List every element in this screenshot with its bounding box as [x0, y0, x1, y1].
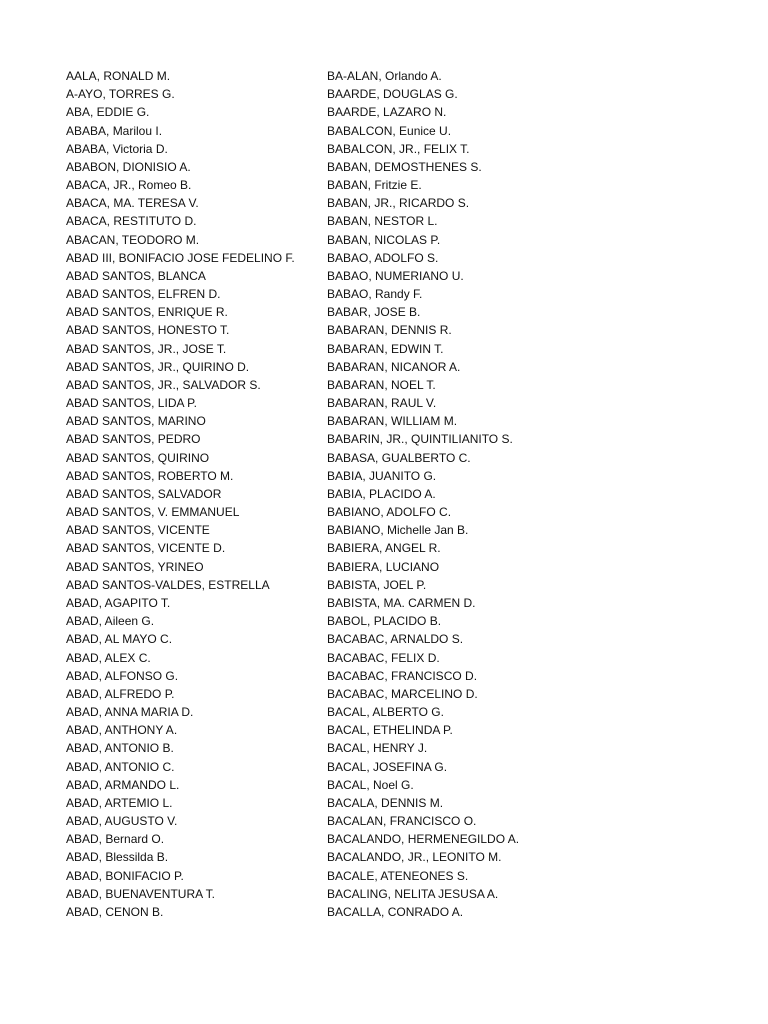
name-entry: BABARAN, NOEL T.: [327, 377, 436, 392]
name-entry: ABAD, AL MAYO C.: [66, 632, 173, 647]
name-entry: ABABA, Victoria D.: [66, 141, 168, 156]
name-entry: ABAD, ANNA MARIA D.: [66, 705, 194, 720]
name-entry: ABAD, BUENAVENTURA T.: [66, 886, 215, 901]
name-entry: ABAD SANTOS, JR., JOSE T.: [66, 341, 227, 356]
name-entry: ABAD SANTOS, JR., QUIRINO D.: [66, 359, 250, 374]
name-entry: BACAL, HENRY J.: [327, 741, 428, 756]
name-entry: BACALE, ATENEONES S.: [327, 868, 469, 883]
name-list-right-column: [327, 67, 587, 921]
name-entry: BACALLA, CONRADO A.: [327, 904, 464, 919]
name-entry: BACALING, NELITA JESUSA A.: [327, 886, 499, 901]
name-list-left-column: [66, 67, 316, 921]
name-entry: ABAD SANTOS, JR., SALVADOR S.: [66, 377, 261, 392]
name-entry: BACABAC, FRANCISCO D.: [327, 668, 478, 683]
name-entry: BAARDE, DOUGLAS G.: [327, 87, 458, 102]
name-entry: ABAD SANTOS, ENRIQUE R.: [66, 305, 228, 320]
name-entry: ABAD, Aileen G.: [66, 614, 155, 629]
name-entry: ABACA, RESTITUTO D.: [66, 214, 197, 229]
name-entry: BABAR, JOSE B.: [327, 305, 421, 320]
name-entry: BABARAN, NICANOR A.: [327, 359, 461, 374]
name-entry: BABAN, DEMOSTHENES S.: [327, 159, 482, 174]
name-entry: BABISTA, MA. CARMEN D.: [327, 595, 476, 610]
name-entry: BACALANDO, JR., LEONITO M.: [327, 850, 502, 865]
name-entry: ABAD, ARTEMIO L.: [66, 795, 173, 810]
name-entry: BABIERA, ANGEL R.: [327, 541, 441, 556]
name-entry: ABAD, AGAPITO T.: [66, 595, 171, 610]
name-entry: ABAD SANTOS, MARINO: [66, 414, 206, 429]
name-entry: ABAD SANTOS, V. EMMANUEL: [66, 505, 240, 520]
name-entry: BABIA, JUANITO G.: [327, 468, 437, 483]
name-entry: BABAO, ADOLFO S.: [327, 250, 439, 265]
name-entry: ABAD, ARMANDO L.: [66, 777, 180, 792]
name-entry: ABA, EDDIE G.: [66, 105, 150, 120]
name-entry: ABAD, Bernard O.: [66, 832, 165, 847]
name-entry: ABAD, ALFONSO G.: [66, 668, 179, 683]
name-entry: BABIERA, LUCIANO: [327, 559, 440, 574]
name-entry: BA-ALAN, Orlando A.: [327, 69, 442, 83]
name-entry: ABAD SANTOS-VALDES, ESTRELLA: [66, 577, 270, 592]
name-entry: ABAD SANTOS, BLANCA: [66, 268, 206, 283]
name-entry: BABAO, NUMERIANO U.: [327, 268, 464, 283]
name-entry: BACALA, DENNIS M.: [327, 795, 444, 810]
name-entry: ABABON, DIONISIO A.: [66, 159, 191, 174]
name-entry: ABAD, ANTHONY A.: [66, 723, 178, 738]
name-entry: ABAD, ANTONIO C.: [66, 759, 175, 774]
name-entry: BABAN, JR., RICARDO S.: [327, 196, 470, 211]
name-entry: BACAL, Noel G.: [327, 777, 414, 792]
name-entry: BABARAN, EDWIN T.: [327, 341, 444, 356]
name-entry: BACABAC, MARCELINO D.: [327, 686, 478, 701]
name-entry: BACAL, ALBERTO G.: [327, 705, 444, 720]
name-entry: BACALAN, FRANCISCO O.: [327, 814, 477, 829]
name-entry: A-AYO, TORRES G.: [66, 87, 175, 102]
name-entry: BACABAC, ARNALDO S.: [327, 632, 464, 647]
name-entry: ABAD, ALFREDO P.: [66, 686, 175, 701]
name-entry: ABACA, MA. TERESA V.: [66, 196, 199, 211]
name-entry: ABAD SANTOS, YRINEO: [66, 559, 204, 574]
name-entry: ABABA, Marilou I.: [66, 123, 163, 138]
name-entry: BABISTA, JOEL P.: [327, 577, 427, 592]
name-entry: BABASA, GUALBERTO C.: [327, 450, 471, 465]
name-entry: BABARIN, JR., QUINTILIANITO S.: [327, 432, 513, 447]
name-entry: BABALCON, JR., FELIX T.: [327, 141, 470, 156]
name-entry: ABAD SANTOS, ELFREN D.: [66, 287, 221, 302]
name-entry: BABAN, Fritzie E.: [327, 178, 422, 193]
name-entry: ABAD SANTOS, HONESTO T.: [66, 323, 230, 338]
name-entry: ABAD SANTOS, VICENTE D.: [66, 541, 226, 556]
name-entry: BABIANO, Michelle Jan B.: [327, 523, 469, 538]
name-entry: ABAD, AUGUSTO V.: [66, 814, 178, 829]
name-entry: BABOL, PLACIDO B.: [327, 614, 442, 629]
name-entry: BACAL, ETHELINDA P.: [327, 723, 453, 738]
name-entry: ABACA, JR., Romeo B.: [66, 178, 192, 193]
name-entry: BAARDE, LAZARO N.: [327, 105, 447, 120]
name-entry: ABAD SANTOS, LIDA P.: [66, 396, 197, 411]
name-entry: ABAD, BONIFACIO P.: [66, 868, 184, 883]
name-entry: ABAD SANTOS, PEDRO: [66, 432, 201, 447]
name-entry: ABAD, Blessilda B.: [66, 850, 169, 865]
name-entry: BABAO, Randy F.: [327, 287, 423, 302]
name-entry: BACABAC, FELIX D.: [327, 650, 440, 665]
name-entry: ABAD III, BONIFACIO JOSE FEDELINO F.: [66, 250, 295, 265]
name-entry: BABAN, NESTOR L.: [327, 214, 438, 229]
name-entry: AALA, RONALD M.: [66, 69, 171, 83]
name-entry: BABAN, NICOLAS P.: [327, 232, 441, 247]
name-entry: ABAD, ANTONIO B.: [66, 741, 174, 756]
name-entry: ABAD, CENON B.: [66, 904, 164, 919]
name-entry: ABAD SANTOS, VICENTE: [66, 523, 210, 538]
name-entry: BABIANO, ADOLFO C.: [327, 505, 452, 520]
name-entry: BACALANDO, HERMENEGILDO A.: [327, 832, 520, 847]
name-entry: BABALCON, Eunice U.: [327, 123, 452, 138]
name-entry: BABIA, PLACIDO A.: [327, 486, 436, 501]
name-entry: ABACAN, TEODORO M.: [66, 232, 200, 247]
name-entry: BABARAN, RAUL V.: [327, 396, 437, 411]
name-entry: ABAD SANTOS, SALVADOR: [66, 486, 222, 501]
name-entry: ABAD SANTOS, QUIRINO: [66, 450, 210, 465]
name-entry: BABARAN, DENNIS R.: [327, 323, 452, 338]
name-entry: ABAD, ALEX C.: [66, 650, 151, 665]
name-entry: ABAD SANTOS, ROBERTO M.: [66, 468, 234, 483]
name-entry: BACAL, JOSEFINA G.: [327, 759, 448, 774]
name-entry: BABARAN, WILLIAM M.: [327, 414, 458, 429]
